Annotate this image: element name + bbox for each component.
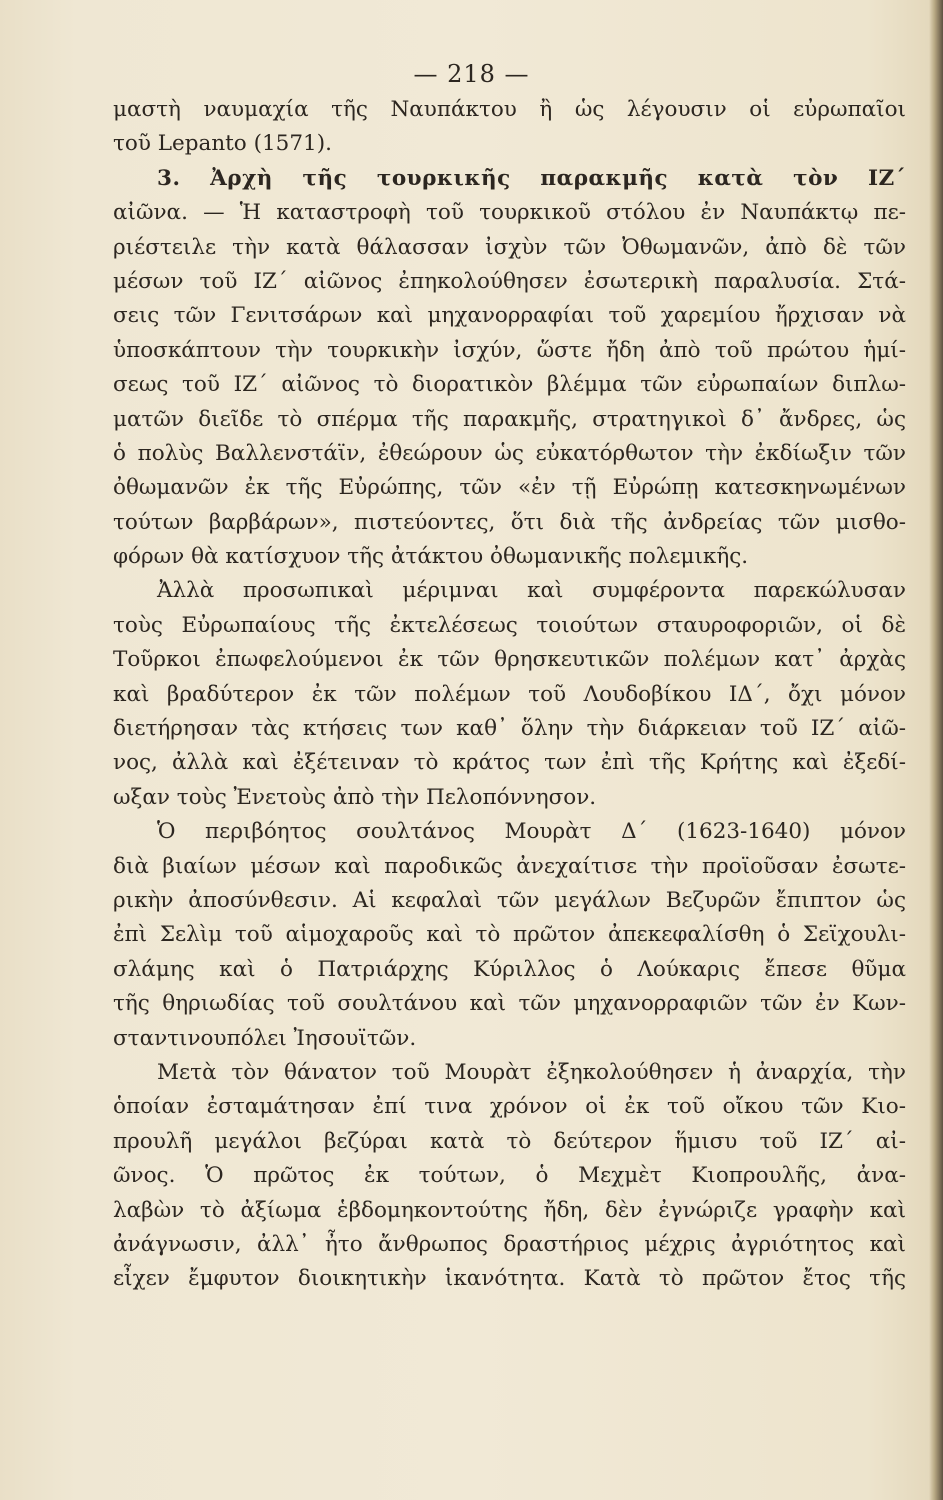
text-line: ἐπὶ Σελὶμ τοῦ αἱμοχαροῦς καὶ τὸ πρῶτον ἀπεκεφαλίσθη ὁ Σεϊχουλι-: [113, 922, 906, 948]
text-line: ρικὴν ἀποσύνθεσιν. Αἱ κεφαλαὶ τῶν μεγάλων Βεζυρῶν ἔπιπτον ὡς: [113, 887, 906, 913]
text-line: μαστὴ ναυμαχία τῆς Ναυπάκτου ἢ ὡς λέγουσιν οἱ εὐρωπαῖοι: [113, 97, 906, 122]
text-line: διετήρησαν τὰς κτήσεις των καθ᾽ ὅλην τὴν διάρκειαν τοῦ ΙΖ´ αἰῶ-: [113, 716, 906, 742]
text-line: ριέστειλε τὴν κατὰ θάλασσαν ἰσχὺν τῶν Ὀθωμανῶν, ἀπὸ δὲ τῶν: [113, 234, 906, 260]
page-edge-shadow: [929, 0, 943, 1500]
text-line: Μετὰ τὸν θάνατον τοῦ Μουρὰτ ἐξηκολούθησεν ἡ ἀναρχία, τὴν: [157, 1059, 906, 1085]
text-line: προυλῆ μεγάλοι βεζύραι κατὰ τὸ δεύτερον ἥμισυ τοῦ ΙΖ´ αἰ-: [113, 1128, 906, 1154]
text-line: τοῦ Lepanto (1571).: [113, 131, 332, 157]
text-line: ὁποίαν ἐσταμάτησαν ἐπί τινα χρόνον οἱ ἐκ τοῦ οἴκου τῶν Κιο-: [113, 1094, 906, 1120]
text-line: Τοῦρκοι ἐπωφελούμενοι ἐκ τῶν θρησκευτικῶν πολέμων κατ᾽ ἀρχὰς: [113, 647, 906, 673]
text-line: διὰ βιαίων μέσων καὶ παροδικῶς ἀνεχαίτισε τὴν προϊοῦσαν ἐσωτε-: [113, 853, 906, 879]
text-line: ὑποσκάπτουν τὴν τουρκικὴν ἰσχύν, ὥστε ἤδη ἀπὸ τοῦ πρώτου ἡμί-: [113, 337, 906, 363]
text-line: ωξαν τοὺς Ἐνετοὺς ἀπὸ τὴν Πελοπόννησον.: [113, 784, 597, 810]
text-line: Ἀλλὰ προσωπικαὶ μέριμναι καὶ συμφέροντα παρεκώλυσαν: [157, 578, 906, 604]
text-line: Ὁ περιβόητος σουλτάνος Μουρὰτ Δ´ (1623-1640) μόνον: [157, 819, 906, 845]
text-line: νος, ἀλλὰ καὶ ἐξέτειναν τὸ κράτος των ἐπὶ τῆς Κρήτης καὶ ἐξεδί-: [113, 750, 906, 776]
text-line: καὶ βραδύτερον ἐκ τῶν πολέμων τοῦ Λουδοβίκου ΙΔ´, ὄχι μόνον: [113, 681, 906, 707]
text-line: μέσων τοῦ ΙΖ´ αἰῶνος ἐπηκολούθησεν ἐσωτερικὴ παραλυσία. Στά-: [113, 268, 906, 294]
text-line: αἰῶνα. — Ἡ καταστροφὴ τοῦ τουρκικοῦ στόλου ἐν Ναυπάκτῳ πε-: [113, 200, 906, 226]
text-line: σεως τοῦ ΙΖ´ αἰῶνος τὸ διορατικὸν βλέμμα τῶν εὐρωπαίων διπλω-: [113, 372, 906, 398]
text-line: λαβὼν τὸ ἀξίωμα ἑβδομηκοντούτης ἤδη, δὲν ἐγνώριζε γραφὴν καὶ: [113, 1197, 906, 1223]
section-heading: 3. Ἀρχὴ τῆς τουρκικῆς παρακμῆς κατὰ τὸν ΙΖ´: [157, 165, 906, 191]
text-line: σλάμης καὶ ὁ Πατριάρχης Κύριλλος ὁ Λούκαρις ἔπεσε θῦμα: [113, 956, 906, 982]
text-line: εἶχεν ἔμφυτον διοικητικὴν ἱκανότητα. Κατὰ τὸ πρῶτον ἔτος τῆς: [113, 1266, 906, 1292]
body-text: [113, 93, 906, 1297]
text-line: ἀνάγνωσιν, ἀλλ᾽ ἦτο ἄνθρωπος δραστήριος μέχρις ἀγριότητος καὶ: [113, 1231, 906, 1257]
text-line: ῶνος. Ὁ πρῶτος ἐκ τούτων, ὁ Μεχμὲτ Κιοπρουλῆς, ἀνα-: [113, 1163, 906, 1189]
text-line: ὀθωμανῶν ἐκ τῆς Εὐρώπης, τῶν «ἐν τῇ Εὐρώπῃ κατεσκηνωμένων: [113, 475, 906, 501]
page-number: — 218 —: [413, 60, 530, 88]
text-line: τῆς θηριωδίας τοῦ σουλτάνου καὶ τῶν μηχανορραφιῶν τῶν ἐν Κων-: [113, 991, 906, 1017]
text-line: ὁ πολὺς Βαλλενστάϊν, ἐθεώρουν ὡς εὐκατόρθωτον τὴν ἐκδίωξιν τῶν: [113, 440, 906, 466]
text-line: φόρων θὰ κατίσχυον τῆς ἀτάκτου ὀθωμανικῆς πολεμικῆς.: [113, 544, 749, 570]
text-line: τούτων βαρβάρων», πιστεύοντες, ὅτι διὰ τῆς ἀνδρείας τῶν μισθο-: [113, 509, 906, 535]
text-line: ματῶν διεῖδε τὸ σπέρμα τῆς παρακμῆς, στρατηγικοὶ δ᾽ ἄνδρες, ὡς: [113, 406, 906, 432]
text-line: σεις τῶν Γενιτσάρων καὶ μηχανορραφίαι τοῦ χαρεμίου ἤρχισαν νὰ: [113, 303, 906, 329]
text-line: σταντινουπόλει Ἰησουϊτῶν.: [113, 1025, 417, 1051]
text-line: τοὺς Εὐρωπαίους τῆς ἐκτελέσεως τοιούτων σταυροφοριῶν, οἱ δὲ: [113, 612, 906, 638]
